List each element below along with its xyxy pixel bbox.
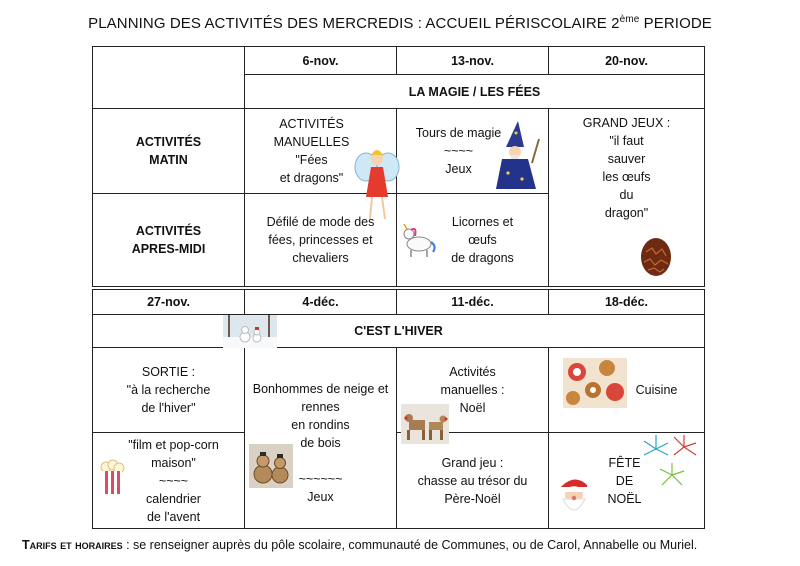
activity-cell: ACTIVITÉS MANUELLES "Fées et dragons" bbox=[245, 109, 397, 194]
activity-cell: "film et pop-corn maison" ~~~~ calendrier de l'avent bbox=[93, 433, 245, 529]
date-header: 20-nov. bbox=[549, 47, 705, 75]
row-label-morning: ACTIVITÉS MATIN bbox=[93, 109, 245, 194]
activity-cell: Défilé de mode des fées, princesses et chevaliers bbox=[245, 194, 397, 287]
activity-cell: Grand jeu : chasse au trésor du Père-Noël bbox=[397, 433, 549, 529]
activity-cell: Licornes et œufs de dragons bbox=[397, 194, 549, 287]
schedule-block-winter bbox=[92, 289, 705, 529]
fireworks-icon bbox=[642, 433, 700, 495]
date-header: 27-nov. bbox=[93, 290, 245, 315]
popcorn-icon bbox=[99, 459, 125, 495]
activity-cell-full-day: GRAND JEUX : "il faut sauver les œufs du dragon" bbox=[549, 109, 705, 287]
row-label-afternoon: ACTIVITÉS APRES-MIDI bbox=[93, 194, 245, 287]
activity-cell: Tours de magie ~~~~ Jeux bbox=[397, 109, 549, 194]
footer-label: Tarifs et horaires bbox=[22, 538, 123, 552]
dragon-egg-icon bbox=[638, 234, 674, 278]
snowman-photo bbox=[223, 315, 277, 348]
gingerbread-photo bbox=[563, 358, 627, 408]
date-header: 6-nov. bbox=[245, 47, 397, 75]
santa-icon bbox=[553, 471, 597, 519]
date-header: 18-déc. bbox=[549, 290, 705, 315]
empty-corner-cell bbox=[93, 47, 245, 109]
date-header: 4-déc. bbox=[245, 290, 397, 315]
page-title: PLANNING DES ACTIVITÉS DES MERCREDIS : ACCUEIL PÉRISCOLAIRE 2ème PERIODE bbox=[88, 14, 712, 32]
date-header: 11-déc. bbox=[397, 290, 549, 315]
activity-cell: FÊTE DE NOËL bbox=[549, 433, 705, 529]
theme-banner: C'EST L'HIVER bbox=[93, 315, 705, 348]
theme-banner: LA MAGIE / LES FÉES bbox=[245, 75, 705, 109]
footer-text: : se renseigner auprès du pôle scolaire, communauté de Communes, ou de Carol, Annabelle ou Muriel. bbox=[122, 538, 698, 552]
schedule-block-magic bbox=[92, 46, 705, 287]
activity-cell: SORTIE : "à la recherche de l'hiver" bbox=[93, 348, 245, 433]
activity-cell: Activités manuelles : Noël bbox=[397, 348, 549, 433]
activity-cell-full-day: Bonhommes de neige et rennes en rondins de bois ~~~~~~ Jeux bbox=[245, 348, 397, 529]
date-header: 13-nov. bbox=[397, 47, 549, 75]
footer-note bbox=[22, 538, 792, 552]
unicorn-icon bbox=[401, 224, 437, 258]
activity-cell: Cuisine bbox=[549, 348, 705, 433]
